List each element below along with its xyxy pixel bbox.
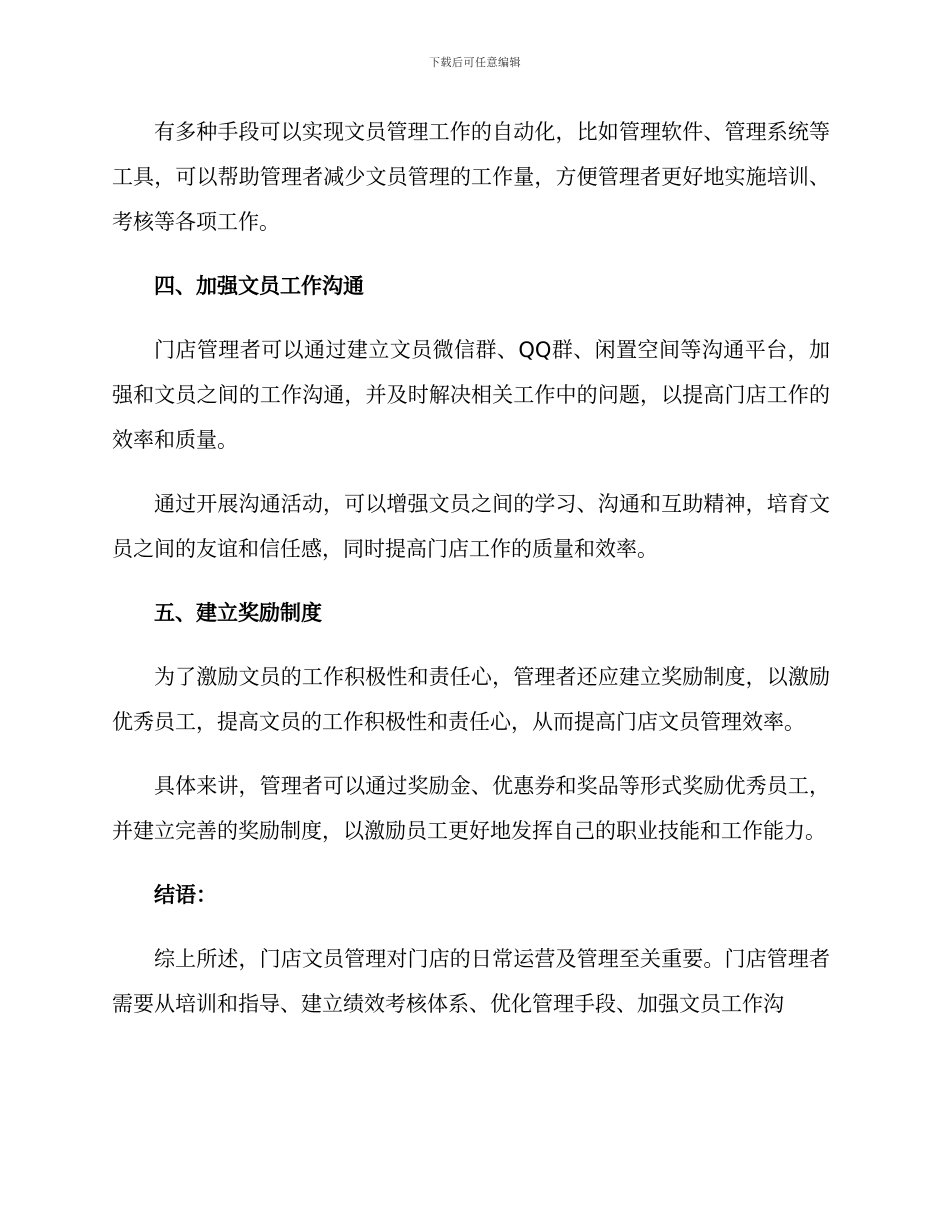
section-heading-conclusion: 结语：: [154, 883, 217, 907]
paragraph-reward-purpose: 为了激励文员的工作积极性和责任心，管理者还应建立奖励制度，以激励优秀员工，提高文员的工作积极性和责任心，从而提高门店文员管理效率。: [112, 665, 830, 734]
section-heading-communication: 四、加强文员工作沟通: [154, 274, 364, 298]
section-heading-rewards: 五、建立奖励制度: [154, 601, 322, 625]
paragraph-reward-methods: 具体来讲，管理者可以通过奖励金、优惠券和奖品等形式奖励优秀员工，并建立完善的奖励制度，以激励员工更好地发挥自己的职业技能和工作能力。: [112, 774, 830, 843]
paragraph-automation: 有多种手段可以实现文员管理工作的自动化，比如管理软件、管理系统等工具，可以帮助管理者减少文员管理的工作量，方便管理者更好地实施培训、考核等各项工作。: [112, 120, 830, 234]
page-header-note: 下载后可任意编辑: [429, 56, 521, 69]
paragraph-conclusion: 综上所述，门店文员管理对门店的日常运营及管理至关重要。门店管理者需要从培训和指导、建立绩效考核体系、优化管理手段、加强文员工作沟: [112, 947, 830, 1016]
paragraph-communication-platforms: 门店管理者可以通过建立文员微信群、QQ群、闲置空间等沟通平台，加强和文员之间的工作沟通，并及时解决相关工作中的问题，以提高门店工作的效率和质量。: [112, 338, 830, 452]
document-body: [112, 110, 830, 1046]
paragraph-communication-activities: 通过开展沟通活动，可以增强文员之间的学习、沟通和互助精神，培育文员之间的友谊和信任感，同时提高门店工作的质量和效率。: [112, 492, 830, 561]
